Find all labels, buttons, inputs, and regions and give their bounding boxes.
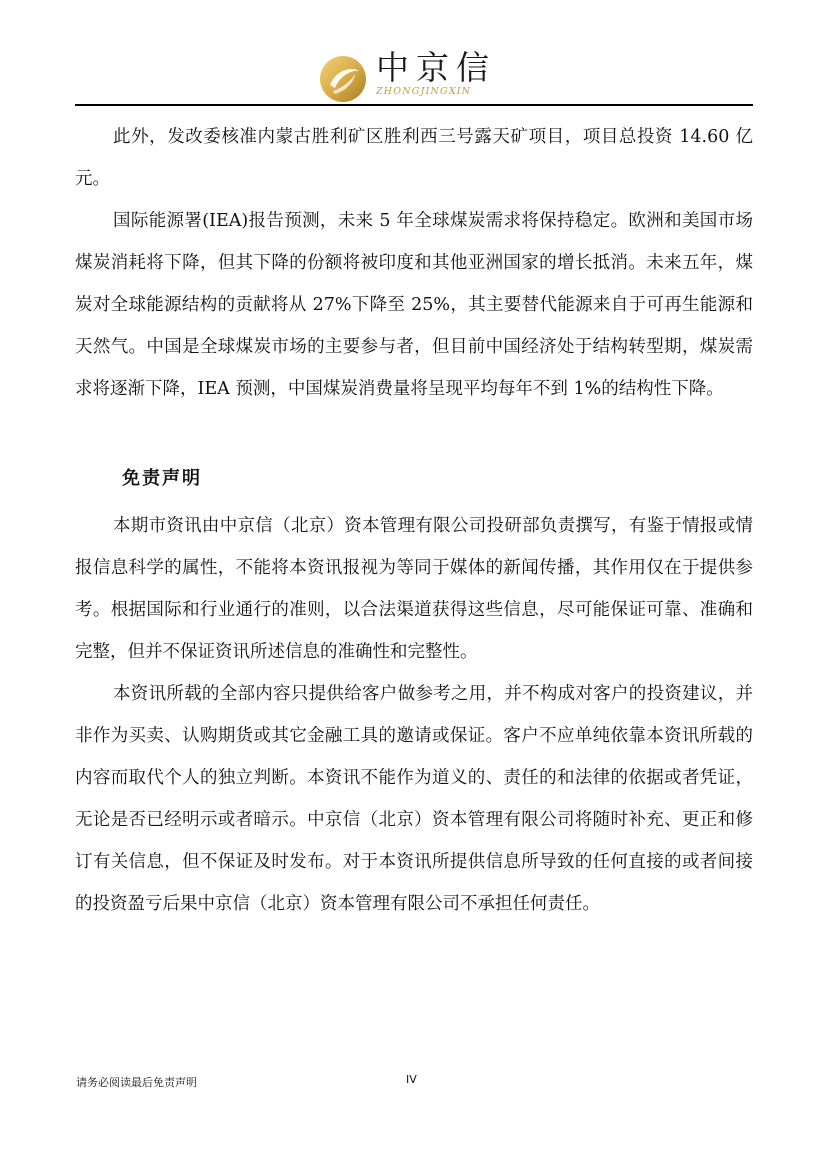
header-divider bbox=[75, 104, 753, 106]
logo-title: 中京信 bbox=[376, 48, 496, 87]
header-logo bbox=[318, 48, 518, 104]
gold-swirl-emblem-icon bbox=[318, 54, 368, 104]
body-paragraph: 国际能源署(IEA)报告预测，未来 5 年全球煤炭需求将保持稳定。欧洲和美国市场煤炭消耗将下降，但其下降的份额将被印度和其他亚洲国家的增长抵消。未来五年，煤炭对全球能源结构的贡献将从 27%下降至 25%，其主要替代能源来自于可再生能源和天然气。中国是全球煤炭市场的主要参与者，但目前中国经济处于结构转型期，煤炭需求将逐渐下降，IEA 预测，中国煤炭消费量将呈现平均每年不到 1%的结构性下降。 bbox=[75, 211, 753, 399]
footer-note: 请务必阅读最后免责声明 bbox=[76, 1076, 197, 1089]
page-number: IV bbox=[406, 1073, 417, 1086]
disclaimer-paragraph: 本期市资讯由中京信（北京）资本管理有限公司投研部负责撰写，有鉴于情报或情报信息科学的属性，不能将本资讯报视为等同于媒体的新闻传播，其作用仅在于提供参考。根据国际和行业通行的准则，以合法渠道获得这些信息，尽可能保证可靠、准确和完整，但并不保证资讯所述信息的准确性和完整性。 bbox=[75, 516, 753, 662]
disclaimer-heading: 免责声明 bbox=[122, 468, 202, 489]
disclaimer-paragraph: 本资讯所载的全部内容只提供给客户做参考之用，并不构成对客户的投资建议，并非作为买卖、认购期货或其它金融工具的邀请或保证。客户不应单纯依靠本资讯所载的内容而取代个人的独立判断。本资讯不能作为道义的、责任的和法律的依据或者凭证，无论是否已经明示或者暗示。中京信（北京）资本管理有限公司将随时补充、更正和修订有关信息，但不保证及时发布。对于本资讯所提供信息所导致的任何直接的或者间接的投资盈亏后果中京信（北京）资本管理有限公司不承担任何责任。 bbox=[75, 684, 753, 914]
logo-pinyin: ZHONGJINGXIN bbox=[376, 86, 472, 97]
body-paragraph: 此外，发改委核准内蒙古胜利矿区胜利西三号露天矿项目，项目总投资 14.60 亿元。 bbox=[75, 127, 753, 189]
